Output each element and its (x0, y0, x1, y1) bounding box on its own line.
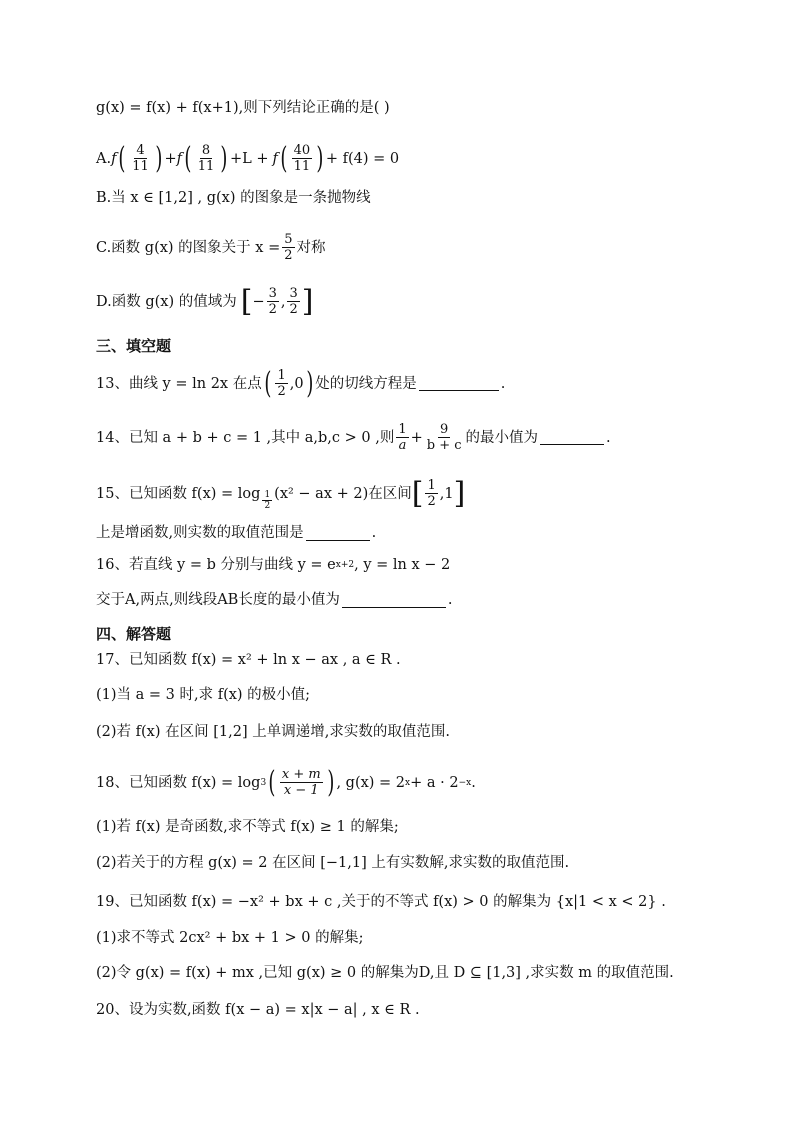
section-title-solve: 四、解答题 (96, 625, 172, 643)
question-19-part-2: (2)令 g(x) = f(x) + mx ,已知 g(x) ≥ 0 的解集为D,且 D ⊆ [1,3] ,求实数 m 的取值范围. (96, 965, 674, 981)
fraction: $\frac{1}{2}$ (277, 368, 286, 399)
question-16-line1: 16、若直线 y = b 分别与曲线 y = e x+2 , y = ln x − 2 (96, 557, 451, 573)
question-19-part-1: (1)求不等式 2cx² + bx + 1 > 0 的解集; (96, 930, 364, 946)
q12-stem-tail (96, 98, 736, 118)
fraction: $\frac{3}{2}$ (268, 286, 277, 317)
q12-stem-text: g(x) = f(x) + f(x+1),则下列结论正确的是( ) (96, 100, 390, 116)
question-17-part-1: (1)当 a = 3 时,求 f(x) 的极小值; (96, 687, 311, 703)
fraction: $\frac{1}{2}$ (427, 478, 436, 509)
q12-option-c[interactable]: C.函数 g(x) 的图象关于 x = $\frac{5}{2}$ 对称 (96, 232, 326, 263)
log-base-fraction: $\frac{1}{2}$ (264, 490, 271, 511)
question-17: 17、已知函数 f(x) = x² + ln x − ax , a ∈ R . (96, 652, 401, 668)
question-15-line1: 15、已知函数 f(x) = log $\frac{1}{2}$ (x² − ax + 2)在区间 [ $\frac{1}{2}$ ,1 ] (96, 475, 466, 511)
question-13: 13、曲线 y = ln 2x 在点 ( $\frac{1}{2}$ ,0 ) 处的切线方程是 . (96, 365, 506, 401)
question-19: 19、已知函数 f(x) = −x² + bx + c ,关于的不等式 f(x) > 0 的解集为 {x|1 < x < 2} . (96, 894, 666, 910)
question-17-part-2: (2)若 f(x) 在区间 [1,2] 上单调递增,求实数的取值范围. (96, 724, 450, 740)
section-title-fill-blank: 三、填空题 (96, 337, 172, 355)
question-18-part-1: (1)若 f(x) 是奇函数,求不等式 f(x) ≥ 1 的解集; (96, 819, 399, 835)
question-18: 18、已知函数 f(x) = log 3 ( $\frac{x + m}{x - 1}$ ) , g(x) = 2 x + a · 2 −x . (96, 764, 476, 800)
answer-blank[interactable] (419, 376, 499, 391)
question-20: 20、设为实数,函数 f(x − a) = x|x − a| , x ∈ R . (96, 1002, 420, 1018)
question-15-line2: 上是增函数,则实数的取值范围是 . (96, 525, 377, 541)
fraction: $\frac{x + m}{x - 1}$ (281, 767, 321, 798)
fraction: $\frac{8}{11}$ (197, 143, 215, 174)
answer-blank[interactable] (342, 593, 446, 608)
question-18-part-2: (2)若关于的方程 g(x) = 2 在区间 [−1,1] 上有实数解,求实数的取值范围. (96, 855, 570, 871)
q12-option-b[interactable]: B.当 x ∈ [1,2] , g(x) 的图象是一条抛物线 (96, 190, 371, 206)
answer-blank[interactable] (306, 526, 370, 541)
fraction: $\frac{5}{2}$ (284, 232, 293, 263)
fraction: $\frac{3}{2}$ (289, 286, 298, 317)
fraction: $\frac{9}{b + c}$ (426, 422, 462, 453)
q12-option-a[interactable]: A. f ( $\frac{4}{11}$ ) + f ( $\frac{8}{11}$ ) +L + f ( $\frac{40}{11}$ ) + f(4) = 0 (96, 140, 400, 176)
question-16-line2: 交于A,两点,则线段AB长度的最小值为 . (96, 592, 453, 608)
fraction: $\frac{1}{a}$ (398, 422, 407, 453)
answer-blank[interactable] (540, 430, 604, 445)
question-14: 14、已知 a + b + c = 1 ,其中 a,b,c > 0 ,则 $\frac{1}{a}$ + $\frac{9}{b + c}$ 的最小值为 . (96, 422, 611, 453)
fraction: $\frac{40}{11}$ (293, 143, 311, 174)
q12-option-d[interactable]: D.函数 g(x) 的值域为 [ − $\frac{3}{2}$ , $\frac{3}{2}$ ] (96, 283, 314, 319)
fraction: $\frac{4}{11}$ (132, 143, 149, 174)
